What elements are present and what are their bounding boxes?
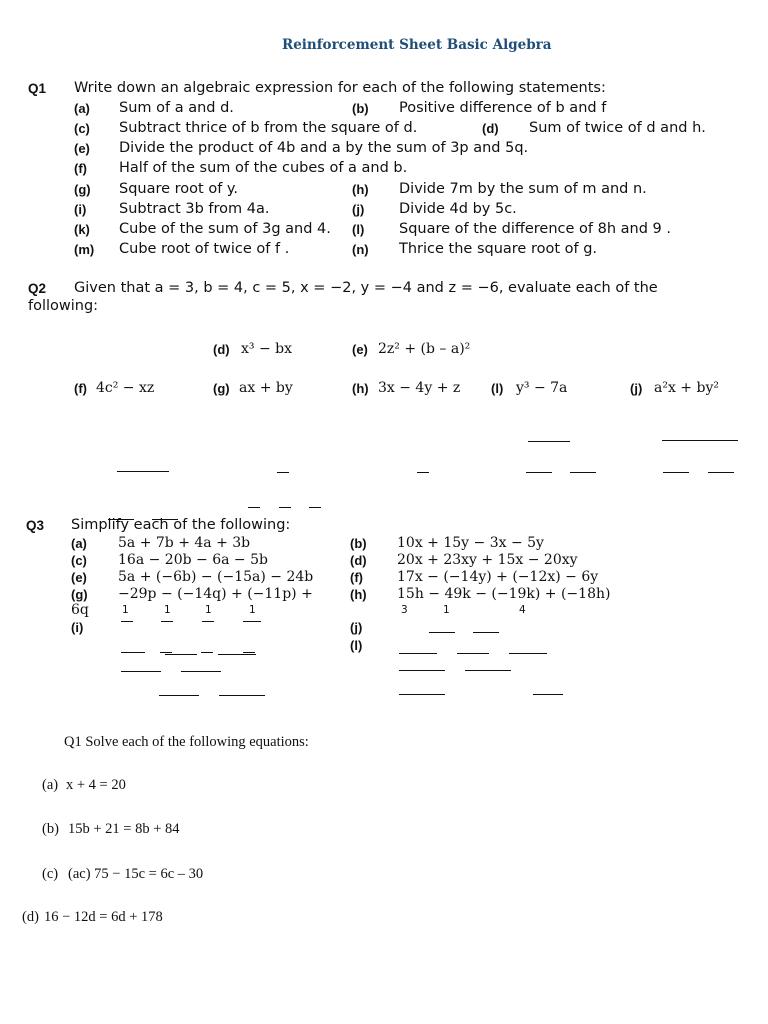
fraction-numerator: 3 — [401, 604, 408, 616]
fraction-numerator: 1 — [443, 604, 450, 616]
q1-label-j: (j) — [352, 202, 365, 217]
fraction-numerator: 1 — [164, 604, 171, 616]
stray-line — [279, 507, 291, 508]
q1-label-g: (g) — [74, 182, 91, 197]
fraction-bar — [218, 654, 256, 655]
q3-expr-a: 5a + 7b + 4a + 3b — [118, 535, 251, 551]
q1-item-l: Square of the difference of 8h and 9 . — [399, 221, 671, 237]
q3-prompt: Simplify each of the following: — [71, 517, 291, 533]
q3-label-i: (i) — [71, 620, 84, 635]
q3-label-l: (l) — [350, 638, 363, 653]
fraction-numerator: 1 — [249, 604, 256, 616]
q1-item-g: Square root of y. — [119, 181, 239, 197]
fraction-bar — [121, 671, 161, 672]
stray-line — [662, 440, 738, 441]
q2-expr-e: 2z² + (b – a)² — [378, 341, 471, 357]
stray-line — [248, 507, 260, 508]
q3-continuation: 6q — [71, 602, 89, 618]
solve-eq-b: 15b + 21 = 8b + 84 — [68, 821, 180, 837]
fraction-bar — [243, 652, 255, 653]
q1-label-n: (n) — [352, 242, 369, 257]
q3-label-h: (h) — [350, 587, 367, 602]
q2-expr-g: ax + by — [239, 380, 293, 396]
solve-heading: Q1 Solve each of the following equations: — [64, 734, 309, 750]
solve-eq-c: (ac) 75 − 15c = 6c – 30 — [68, 866, 204, 882]
stray-line — [528, 441, 570, 442]
stray-line — [526, 472, 552, 473]
solve-eq-d: 16 − 12d = 6d + 178 — [44, 909, 163, 925]
q1-item-k: Cube of the sum of 3g and 4. — [119, 221, 331, 237]
fraction-bar — [399, 653, 437, 654]
q2-expr-f: 4c² − xz — [96, 380, 155, 396]
fraction-numerator: 1 — [205, 604, 212, 616]
q1-item-c: Subtract thrice of b from the square of d. — [119, 120, 418, 136]
q1-item-n: Thrice the square root of g. — [399, 241, 598, 257]
q2-label-j: (j) — [630, 381, 643, 396]
fraction-numerator: 1 — [122, 604, 129, 616]
fraction-bar — [159, 695, 199, 696]
q3-label-c: (c) — [71, 553, 87, 568]
solve-label-d: (d) — [22, 909, 39, 925]
q3-expr-c: 16a − 20b − 6a − 5b — [118, 552, 268, 568]
fraction-numerator: 4 — [519, 604, 526, 616]
q1-label-m: (m) — [74, 242, 95, 257]
fraction-bar — [533, 694, 563, 695]
q3-label-a: (a) — [71, 536, 87, 551]
q1-item-j: Divide 4d by 5c. — [399, 201, 517, 217]
q2-label-e: (e) — [352, 342, 368, 357]
q2-label-g: (g) — [213, 381, 230, 396]
fraction-bar — [121, 652, 145, 653]
solve-eq-a: x + 4 = 20 — [66, 777, 126, 793]
fraction-bar — [219, 695, 265, 696]
q2-expr-d: x³ − bx — [241, 341, 292, 357]
q1-item-e: Divide the product of 4b and a by the sum of 3p and 5q. — [119, 140, 529, 156]
stray-line — [708, 472, 734, 473]
q1-label-f: (f) — [74, 161, 87, 176]
stray-line — [417, 472, 429, 473]
q2-prompt-line2: following: — [28, 298, 99, 314]
fraction-bar — [165, 654, 197, 655]
solve-label-a: (a) — [42, 777, 59, 793]
q1-label-c: (c) — [74, 121, 90, 136]
fraction-bar — [161, 621, 173, 622]
solve-label-c: (c) — [42, 866, 59, 882]
q3-expr-f: 17x − (−14y) + (−12x) − 6y — [397, 569, 599, 585]
q1-label-e: (e) — [74, 141, 90, 156]
q1-label-l: (l) — [352, 222, 365, 237]
stray-line — [277, 472, 289, 473]
q1-label-a: (a) — [74, 101, 90, 116]
fraction-bar — [121, 621, 133, 622]
q3-label-f: (f) — [350, 570, 363, 585]
q1-label-b: (b) — [352, 101, 369, 116]
fraction-bar — [399, 694, 445, 695]
q3-expr-g: −29p − (−14q) + (−11p) + — [118, 586, 313, 602]
q3-expr-d: 20x + 23xy + 15x − 20xy — [397, 552, 578, 568]
q2-expr-j: a²x + by² — [654, 380, 719, 396]
q3-expr-e: 5a + (−6b) − (−15a) − 24b — [118, 569, 314, 585]
fraction-bar — [429, 632, 455, 633]
fraction-bar — [160, 652, 172, 653]
stray-line — [570, 472, 596, 473]
q3-expr-b: 10x + 15y − 3x − 5y — [397, 535, 544, 551]
q1-number: Q1 — [28, 81, 47, 96]
q2-label-l: (l) — [491, 381, 504, 396]
page-title: Reinforcement Sheet Basic Algebra — [282, 37, 552, 53]
q1-item-b: Positive difference of b and f — [399, 100, 607, 116]
q2-label-f: (f) — [74, 381, 87, 396]
stray-line — [663, 472, 689, 473]
q1-item-d: Sum of twice of d and h. — [529, 120, 706, 136]
q1-item-m: Cube root of twice of f . — [119, 241, 290, 257]
q1-item-a: Sum of a and d. — [119, 100, 234, 116]
q1-item-f: Half of the sum of the cubes of a and b. — [119, 160, 408, 176]
fraction-bar — [181, 671, 221, 672]
q3-label-d: (d) — [350, 553, 367, 568]
q1-label-k: (k) — [74, 222, 90, 237]
q2-expr-l: y³ − 7a — [516, 380, 568, 396]
q1-label-h: (h) — [352, 182, 369, 197]
q2-expr-h: 3x − 4y + z — [378, 380, 461, 396]
q3-number: Q3 — [26, 518, 45, 533]
fraction-bar — [457, 653, 489, 654]
fraction-bar — [243, 621, 261, 622]
q1-label-i: (i) — [74, 202, 87, 217]
fraction-bar — [201, 652, 213, 653]
stray-line — [309, 507, 321, 508]
q3-label-g: (g) — [71, 587, 88, 602]
fraction-bar — [399, 670, 445, 671]
q1-item-i: Subtract 3b from 4a. — [119, 201, 270, 217]
fraction-bar — [473, 632, 499, 633]
q1-label-d: (d) — [482, 121, 499, 136]
fraction-bar — [465, 670, 511, 671]
q2-label-d: (d) — [213, 342, 230, 357]
q2-prompt-line1: Given that a = 3, b = 4, c = 5, x = −2, y = −4 and z = −6, evaluate each of the — [74, 280, 658, 296]
q3-expr-h: 15h − 49k − (−19k) + (−18h) — [397, 586, 611, 602]
stray-line — [117, 471, 169, 472]
q1-item-h: Divide 7m by the sum of m and n. — [399, 181, 647, 197]
q1-prompt: Write down an algebraic expression for each of the following statements: — [74, 80, 606, 96]
fraction-bar — [509, 653, 547, 654]
q3-label-j: (j) — [350, 620, 363, 635]
q2-label-h: (h) — [352, 381, 369, 396]
solve-label-b: (b) — [42, 821, 59, 837]
q2-number: Q2 — [28, 281, 47, 296]
q3-label-b: (b) — [350, 536, 367, 551]
fraction-bar — [202, 621, 214, 622]
q3-label-e: (e) — [71, 570, 87, 585]
